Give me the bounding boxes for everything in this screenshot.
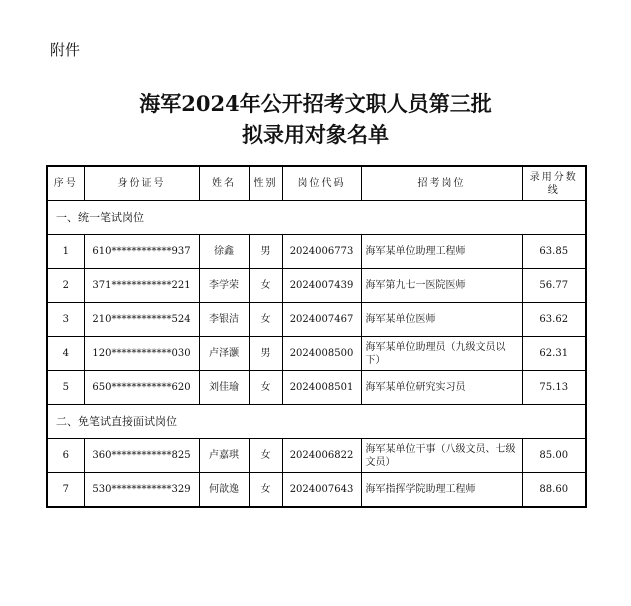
header-post-code: 岗位代码 [282,166,361,201]
cell-post: 海军某单位医师 [361,303,522,337]
cell-post: 海军第九七一医院医师 [361,269,522,303]
cell-gender: 女 [249,473,282,508]
section-title: 二、免笔试直接面试岗位 [47,405,586,439]
cell-score: 56.77 [522,269,586,303]
header-post: 招考岗位 [361,166,522,201]
cell-gender: 女 [249,371,282,405]
cell-score: 88.60 [522,473,586,508]
cell-score: 62.31 [522,337,586,371]
cell-name: 何歆逸 [199,473,249,508]
cell-seq: 2 [47,269,84,303]
cell-gender: 男 [249,337,282,371]
cell-post: 海军某单位干事（八级文员、七级文员） [361,439,522,473]
table-row [47,439,586,473]
cell-seq: 4 [47,337,84,371]
cell-post-code: 2024006822 [282,439,361,473]
cell-seq: 3 [47,303,84,337]
section-title: 一、统一笔试岗位 [47,201,586,235]
attachment-label: 附件 [50,41,81,59]
section-header-row [47,201,586,235]
table-row [47,235,586,269]
cell-post: 海军指挥学院助理工程师 [361,473,522,508]
cell-id-number: 210************524 [84,303,199,337]
cell-id-number: 610************937 [84,235,199,269]
table-row [47,303,586,337]
cell-name: 刘佳瑜 [199,371,249,405]
cell-post-code: 2024008501 [282,371,361,405]
cell-id-number: 371************221 [84,269,199,303]
table-header-row [47,166,586,201]
table-row [47,473,586,508]
cell-seq: 7 [47,473,84,508]
header-score: 录用分数线 [522,166,586,201]
cell-id-number: 650************620 [84,371,199,405]
page-title-line-1: 海军2024年公开招考文职人员第三批 [139,91,492,116]
cell-post-code: 2024007467 [282,303,361,337]
cell-seq: 6 [47,439,84,473]
cell-gender: 女 [249,303,282,337]
cell-name: 卢泽灏 [199,337,249,371]
candidates-table [46,165,587,508]
cell-gender: 男 [249,235,282,269]
cell-score: 63.62 [522,303,586,337]
header-gender: 性别 [249,166,282,201]
cell-post-code: 2024006773 [282,235,361,269]
cell-post-code: 2024008500 [282,337,361,371]
cell-name: 李学荣 [199,269,249,303]
cell-score: 75.13 [522,371,586,405]
table-row [47,371,586,405]
section-header-row [47,405,586,439]
cell-gender: 女 [249,439,282,473]
header-id-number: 身份证号 [84,166,199,201]
cell-post-code: 2024007439 [282,269,361,303]
cell-post: 海军某单位研究实习员 [361,371,522,405]
cell-id-number: 120************030 [84,337,199,371]
cell-post-code: 2024007643 [282,473,361,508]
table-row [47,269,586,303]
table-row [47,337,586,371]
cell-id-number: 530************329 [84,473,199,508]
page-title-line-2: 拟录用对象名单 [242,122,389,147]
cell-gender: 女 [249,269,282,303]
cell-name: 李银洁 [199,303,249,337]
cell-post: 海军某单位助理员（九级文员以下） [361,337,522,371]
cell-score: 63.85 [522,235,586,269]
cell-seq: 5 [47,371,84,405]
cell-name: 徐鑫 [199,235,249,269]
cell-post: 海军某单位助理工程师 [361,235,522,269]
header-seq: 序号 [47,166,84,201]
cell-id-number: 360************825 [84,439,199,473]
cell-name: 卢嘉琪 [199,439,249,473]
header-name: 姓名 [199,166,249,201]
cell-seq: 1 [47,235,84,269]
cell-score: 85.00 [522,439,586,473]
